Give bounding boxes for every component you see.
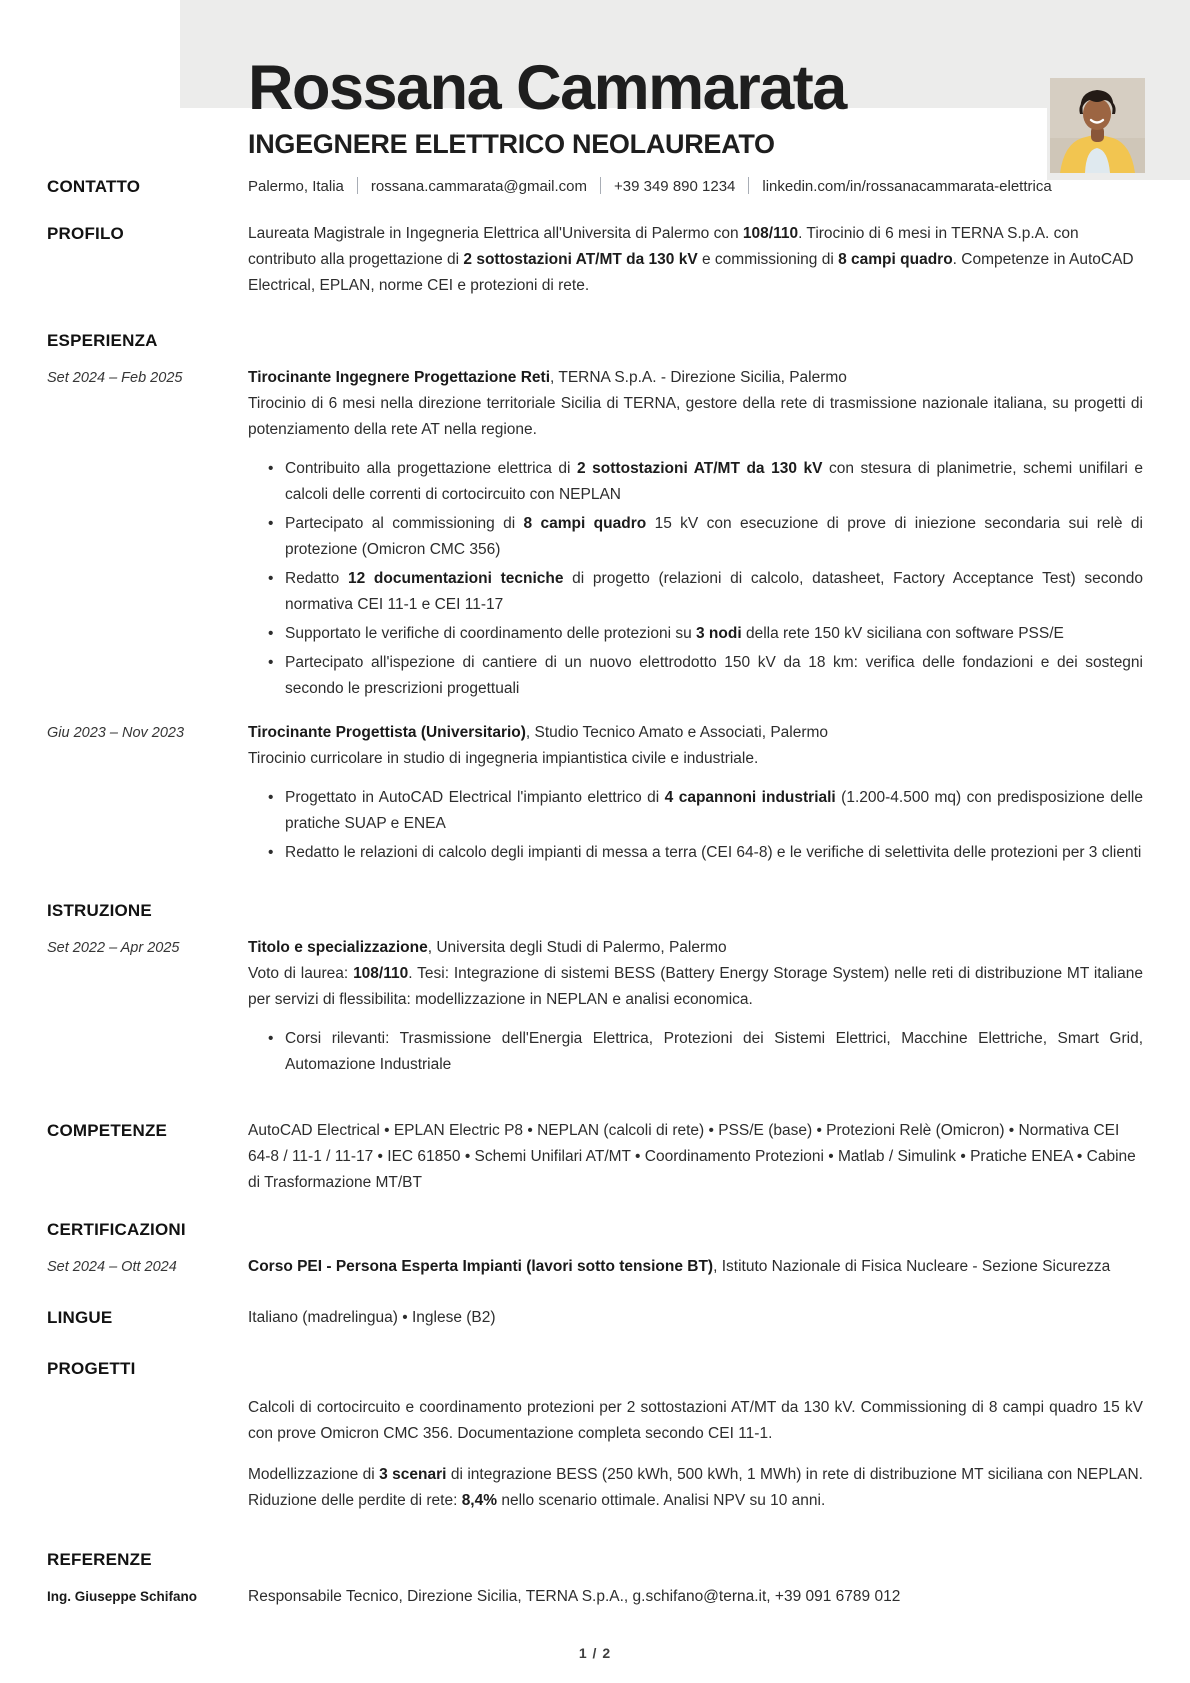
reference-entry: [0, 1584, 1190, 1610]
contact-linkedin[interactable]: linkedin.com/in/rossanacammarata-elettrica: [762, 178, 1052, 195]
project-description: Modellizzazione di 3 scenari di integrazione BESS (250 kWh, 500 kWh, 1 MWh) in rete di distribuzione MT siciliana con NEPLAN. Riduzione delle perdite di rete: 8,4% nello scenario ottimale. Analisi NPV su 10 anni.: [248, 1466, 1143, 1509]
section-esperienza: [0, 328, 1190, 352]
separator: [600, 177, 601, 194]
job-bullet-list: [248, 456, 1143, 702]
section-contatto: [0, 174, 1190, 200]
languages-list: Italiano (madrelingua) • Inglese (B2): [248, 1309, 496, 1326]
job-title: Tirocinante Ingegnere Progettazione Reti, TERNA S.p.A. - Direzione Sicilia, Palermo: [248, 369, 847, 386]
contact-line: [248, 174, 1143, 200]
education-entry: [0, 935, 1190, 1081]
section-label-referenze: REFERENZE: [47, 1550, 152, 1569]
page-indicator: 1 / 2: [578, 1645, 612, 1661]
bullet-item: • Corsi rilevanti: Trasmissione dell'Energia Elettrica, Protezioni dei Sistemi Elettrici, Macchine Elettriche, Smart Grid, Automazione Industriale: [248, 1026, 1143, 1078]
contact-phone: +39 349 890 1234: [614, 178, 736, 195]
bullet-item: • Progettato in AutoCAD Electrical l'impianto elettrico di 4 capannoni industriali (1.200-4.500 mq) con predisposizione delle pratiche SUAP e ENEA: [248, 785, 1143, 837]
bullet-item: • Partecipato all'ispezione di cantiere di un nuovo elettrodotto 150 kV da 18 km: verifica delle fondazioni e dei sostegni secondo le prescrizioni progettuali: [248, 650, 1143, 702]
certification-title: Corso PEI - Persona Esperta Impianti (lavori sotto tensione BT), Istituto Nazionale di Fisica Nucleare - Sezione Sicurezza: [248, 1258, 1111, 1275]
header: [0, 0, 1190, 158]
education-bullet-list: [248, 1026, 1143, 1078]
section-label-istruzione: ISTRUZIONE: [47, 901, 152, 920]
entry-date: Set 2024 – Feb 2025: [47, 370, 183, 386]
degree-title: Titolo e specializzazione, Universita degli Studi di Palermo, Palermo: [248, 939, 727, 956]
bullet-item: • Supportato le verifiche di coordinamento delle protezioni su 3 nodi della rete 150 kV siciliana con software PSS/E: [248, 621, 1143, 647]
profile-summary: Laureata Magistrale in Ingegneria Elettrica all'Universita di Palermo con 108/110. Tirocinio di 6 mesi in TERNA S.p.A. con contributo alla progettazione di 2 sottostazioni AT/MT da 130 kV e commissioning di 8 campi quadro. Competenze in AutoCAD Electrical, EPLAN, norme CEI e protezioni di rete.: [248, 225, 1134, 294]
contact-location: Palermo, Italia: [248, 178, 344, 195]
project-entry: [0, 1447, 1190, 1514]
project-entry: [0, 1380, 1190, 1447]
entry-body: [248, 720, 1143, 869]
section-label-lingue: LINGUE: [47, 1308, 113, 1327]
bullet-item: • Partecipato al commissioning di 8 campi quadro 15 kV con esecuzione di prove di iniezione secondaria sui relè di protezione (Omicron CMC 356): [248, 511, 1143, 563]
reference-detail: Responsabile Tecnico, Direzione Sicilia, TERNA S.p.A., g.schifano@terna.it, +39 091 6789 012: [248, 1588, 901, 1605]
section-label-progetti: PROGETTI: [47, 1359, 136, 1378]
certification-entry: [0, 1254, 1190, 1280]
section-label-profilo: PROFILO: [47, 224, 124, 243]
section-istruzione: [0, 898, 1190, 922]
section-certificazioni: [0, 1217, 1190, 1241]
entry-body: [248, 935, 1143, 1081]
section-progetti: [0, 1356, 1190, 1380]
contact-email[interactable]: rossana.cammarata@gmail.com: [370, 178, 588, 195]
bullet-item: • Redatto 12 documentazioni tecniche di progetto (relazioni di calcolo, datasheet, Factory Acceptance Test) secondo normativa CEI 11-1 e CEI 11-17: [248, 566, 1143, 618]
entry-date: Set 2022 – Apr 2025: [47, 940, 180, 956]
section-label-esperienza: ESPERIENZA: [47, 331, 158, 350]
person-name: Rossana Cammarata: [248, 53, 846, 123]
experience-entry: [0, 365, 1190, 705]
section-label-contatto: CONTATTO: [47, 177, 141, 196]
separator: [357, 177, 358, 194]
job-summary: Tirocinio curricolare in studio di ingegneria impiantistica civile e industriale.: [248, 750, 759, 767]
job-bullet-list: [248, 785, 1143, 866]
person-job-title: INGEGNERE ELETTRICO NEOLAUREATO: [248, 129, 775, 159]
bullet-item: • Contribuito alla progettazione elettrica di 2 sottostazioni AT/MT da 130 kV con stesura di planimetrie, schemi unifilari e calcoli delle correnti di cortocircuito con NEPLAN: [248, 456, 1143, 508]
entry-date: Set 2024 – Ott 2024: [47, 1259, 177, 1275]
section-competenze: [0, 1118, 1190, 1196]
reference-name: Ing. Giuseppe Schifano: [47, 1589, 198, 1604]
degree-summary: Voto di laurea: 108/110. Tesi: Integrazione di sistemi BESS (Battery Energy Storage System) nelle reti di distribuzione MT italiane per servizi di flessibilita: modellizzazione in NEPLAN e analisi economica.: [248, 965, 1143, 1008]
section-lingue: [0, 1305, 1190, 1331]
section-profilo: [0, 221, 1190, 299]
section-referenze: [0, 1547, 1190, 1571]
job-title: Tirocinante Progettista (Universitario), Studio Tecnico Amato e Associati, Palermo: [248, 724, 829, 741]
entry-body: [248, 365, 1143, 705]
bullet-item: • Redatto le relazioni di calcolo degli impianti di messa a terra (CEI 64-8) e le verifiche di selettivita delle protezioni per 3 clienti: [248, 840, 1143, 866]
experience-entry: [0, 720, 1190, 869]
skills-list: AutoCAD Electrical • EPLAN Electric P8 • NEPLAN (calcoli di rete) • PSS/E (base) • Protezioni Relè (Omicron) • Normativa CEI 64-8 / 11-1 / 11-17 • IEC 61850 • Schemi Unifilari AT/MT • Coordinamento Protezioni • Matlab / Simulink • Pratiche ENEA • Cabine di Trasformazione MT/BT: [248, 1122, 1136, 1191]
section-label-competenze: COMPETENZE: [47, 1121, 168, 1140]
separator: [748, 177, 749, 194]
project-description: Calcoli di cortocircuito e coordinamento protezioni per 2 sottostazioni AT/MT da 130 kV. Commissioning di 8 campi quadro 15 kV con prove Omicron CMC 356. Documentazione completa secondo CEI 11-1.: [248, 1399, 1143, 1442]
entry-date: Giu 2023 – Nov 2023: [47, 725, 185, 741]
section-label-certificazioni: CERTIFICAZIONI: [47, 1220, 186, 1239]
job-summary: Tirocinio di 6 mesi nella direzione territoriale Sicilia di TERNA, gestore della rete di trasmissione nazionale italiana, su progetti di potenziamento della rete AT nella regione.: [248, 395, 1143, 438]
